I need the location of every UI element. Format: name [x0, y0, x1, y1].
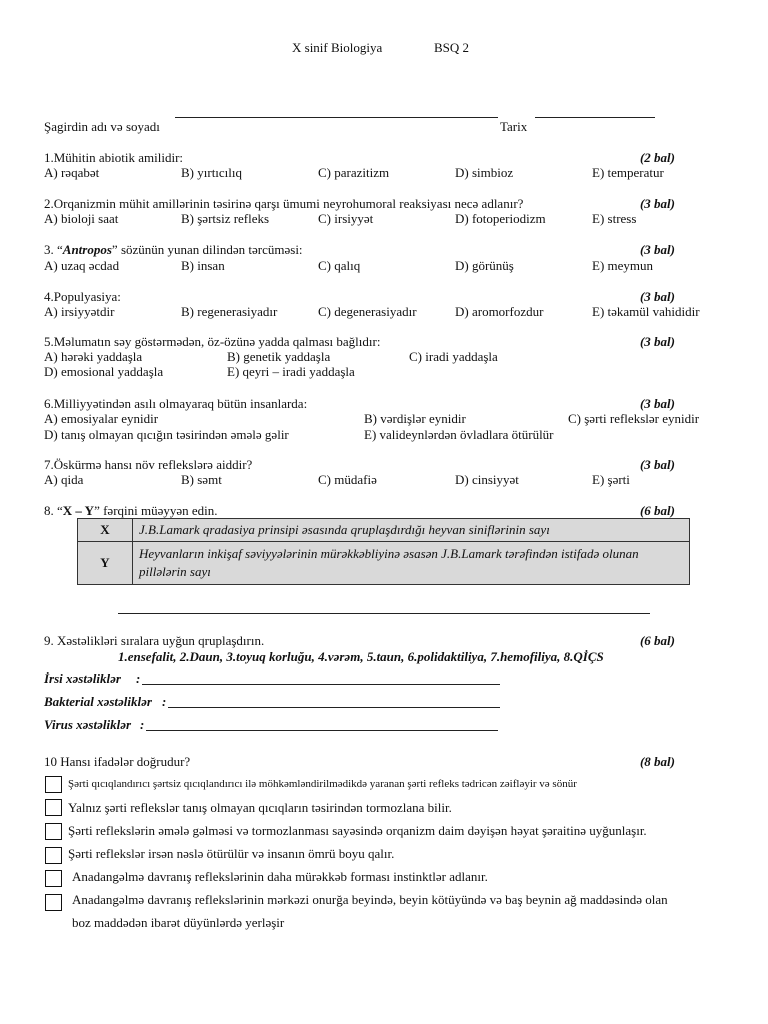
question-6-points: (3 bal): [639, 396, 675, 411]
q7-option-d[interactable]: D) cinsiyyət: [455, 472, 519, 487]
colon: :: [162, 694, 167, 709]
question-1-points: (2 bal): [639, 150, 675, 165]
question-6-text: 6.Milliyyətindən asılı olmayaraq bütün insanlarda:: [44, 396, 308, 411]
q5-option-d[interactable]: D) emosional yaddaşla: [44, 364, 164, 379]
q3-option-c[interactable]: C) qalıq: [318, 258, 361, 273]
date-field[interactable]: [535, 117, 655, 118]
q1-option-a[interactable]: A) rəqabət: [44, 165, 100, 180]
question-7-points: (3 bal): [639, 457, 675, 472]
question-9-text: 9. Xəstəlikləri sıralara uyğun qruplaşdırın.: [44, 633, 265, 648]
q2-option-d[interactable]: D) fotoperiodizm: [455, 211, 546, 226]
q4-option-c[interactable]: C) degenerasiyadır: [318, 304, 417, 319]
q7-option-a[interactable]: A) qida: [44, 472, 84, 487]
statement-text: Şərti reflekslər irsən nəslə ötürülür və insanın ömrü boyu qalır.: [68, 846, 395, 861]
q6-option-e[interactable]: E) valideynlərdən övladlara ötürülür: [364, 427, 554, 442]
xy-key: X: [78, 519, 133, 542]
student-name-label: Şagirdin adı və soyadı: [44, 119, 160, 134]
colon: :: [140, 717, 145, 732]
question-5-text: 5.Məlumatın səy göstərmədən, öz-özünə yadda qalması bağlıdır:: [44, 334, 381, 349]
viral-answer-field[interactable]: [146, 730, 498, 731]
q4-option-e[interactable]: E) təkamül vahididir: [592, 304, 700, 319]
statement-checkbox[interactable]: [45, 894, 62, 911]
q5-option-b[interactable]: B) genetik yaddaşla: [227, 349, 331, 364]
statement-checkbox[interactable]: [45, 799, 62, 816]
q3-suffix: ” sözünün yunan dilindən tərcüməsi:: [111, 242, 303, 257]
q2-option-a[interactable]: A) bioloji saat: [44, 211, 119, 226]
q7-option-c[interactable]: C) müdafiə: [318, 472, 377, 487]
statement-checkbox[interactable]: [45, 847, 62, 864]
q1-option-c[interactable]: C) parazitizm: [318, 165, 390, 180]
q2-option-b[interactable]: B) şərtsiz refleks: [181, 211, 270, 226]
document-code: BSQ 2: [434, 40, 470, 55]
category-label-viral: Virus xəstəliklər: [44, 717, 132, 732]
question-10-text: 10 Hansı ifadələr doğrudur?: [44, 754, 191, 769]
q4-option-d[interactable]: D) aromorfozdur: [455, 304, 544, 319]
q4-option-a[interactable]: A) irsiyyətdir: [44, 304, 115, 319]
q1-option-b[interactable]: B) yırtıcılıq: [181, 165, 243, 180]
question-2-text: 2.Orqanizmin mühit amillərinin təsirinə qarşı ümumi neyrohumoral reaksiyası necə adlanır?: [44, 196, 524, 211]
statement-text: Şərti qıcıqlandırıcı şərtsiz qıcıqlandırıcı ilə möhkəmləndirilmədikdə yaranan şərti refleks tədricən zəifləyir və sönür: [68, 778, 577, 790]
q1-option-e[interactable]: E) temperatur: [592, 165, 664, 180]
category-label-bacterial: Bakterial xəstəliklər: [44, 694, 152, 709]
q6-option-c[interactable]: C) şərti reflekslər eynidir: [568, 411, 700, 426]
q8-answer-line[interactable]: [118, 613, 650, 614]
q3-option-e[interactable]: E) meymun: [592, 258, 654, 273]
question-7-text: 7.Öskürmə hansı növ reflekslərə aiddir?: [44, 457, 253, 472]
question-2-points: (3 bal): [639, 196, 675, 211]
statement-text: Şərti reflekslərin əmələ gəlməsi və tormozlanması sayəsində orqanizm daim dəyişən həyat şəraitinə uyğunlaşır.: [68, 823, 647, 838]
q3-term: Antropos: [62, 242, 112, 257]
xy-text: Heyvanların inkişaf səviyyələrinin mürəkkəbliyinə əsasən J.B.Lamark tərəfindən istifadə olunan pillələrin sayı: [133, 542, 690, 585]
xy-key: Y: [78, 542, 133, 585]
q3-option-a[interactable]: A) uzaq əcdad: [44, 258, 120, 273]
subject-title: X sinif Biologiya: [292, 40, 383, 55]
q5-option-a[interactable]: A) hərəki yaddaşla: [44, 349, 143, 364]
q8-prefix: 8. “: [44, 503, 63, 518]
statement-checkbox[interactable]: [45, 870, 62, 887]
hereditary-answer-field[interactable]: [142, 684, 500, 685]
question-8-points: (6 bal): [639, 503, 675, 518]
question-8-text: [44, 503, 218, 519]
document-title: [292, 40, 382, 56]
xy-text: J.B.Lamark qradasiya prinsipi əsasında qruplaşdırdığı heyvan siniflərinin sayı: [133, 519, 690, 542]
q6-option-a[interactable]: A) emosiyalar eynidir: [44, 411, 159, 426]
statement-text: Anadangəlmə davranış reflekslərinin daha mürəkkəb forması instinktlər adlanır.: [72, 869, 488, 884]
q3-option-b[interactable]: B) insan: [181, 258, 225, 273]
question-10-points: (8 bal): [639, 754, 675, 769]
statement-text: Yalnız şərti reflekslər tanış olmayan qıcıqların təsirindən tormozlana bilir.: [68, 800, 452, 815]
table-row: [78, 519, 690, 542]
q8-term: X – Y: [62, 503, 95, 518]
question-5-points: (3 bal): [639, 334, 675, 349]
q8-suffix: ” fərqini müəyyən edin.: [94, 503, 218, 518]
q6-option-b[interactable]: B) vərdişlər eynidir: [364, 411, 466, 426]
question-4-text: 4.Populyasiya:: [44, 289, 121, 304]
xy-table: [77, 518, 690, 585]
q2-option-c[interactable]: C) irsiyyət: [318, 211, 374, 226]
category-label-hereditary: İrsi xəstəliklər: [44, 671, 121, 686]
q7-option-b[interactable]: B) səmt: [181, 472, 222, 487]
q7-option-e[interactable]: E) şərti: [592, 472, 630, 487]
q6-option-d[interactable]: D) tanış olmayan qıcığın təsirindən əmələ gəlir: [44, 427, 289, 442]
statement-checkbox[interactable]: [45, 776, 62, 793]
date-label: Tarix: [500, 119, 528, 134]
question-9-points: (6 bal): [639, 633, 675, 648]
question-3-text: [44, 242, 303, 258]
question-1-text: 1.Mühitin abiotik amilidir:: [44, 150, 184, 165]
q5-option-e[interactable]: E) qeyri – iradi yaddaşla: [227, 364, 355, 379]
question-3-points: (3 bal): [639, 242, 675, 257]
q2-option-e[interactable]: E) stress: [592, 211, 637, 226]
q1-option-d[interactable]: D) simbioz: [455, 165, 514, 180]
disease-list: 1.ensefalit, 2.Daun, 3.toyuq korluğu, 4.vərəm, 5.taun, 6.polidaktiliya, 7.hemofiliya, 8.QİÇS: [118, 649, 604, 664]
table-row: [78, 542, 690, 585]
bacterial-answer-field[interactable]: [168, 707, 500, 708]
statement-checkbox[interactable]: [45, 823, 62, 840]
q5-option-c[interactable]: C) iradi yaddaşla: [409, 349, 498, 364]
question-4-points: (3 bal): [639, 289, 675, 304]
student-name-field[interactable]: [175, 117, 498, 118]
q3-option-d[interactable]: D) görünüş: [455, 258, 514, 273]
statement-text-continuation: boz maddədən ibarət düyünlərdə yerləşir: [72, 915, 285, 930]
q4-option-b[interactable]: B) regenerasiyadır: [181, 304, 278, 319]
q3-prefix: 3. “: [44, 242, 63, 257]
colon: :: [136, 671, 141, 686]
statement-text: Anadangəlmə davranış reflekslərinin mərkəzi onurğa beyində, beyin kötüyündə və baş beynin ağ maddəsində olan: [72, 892, 668, 907]
